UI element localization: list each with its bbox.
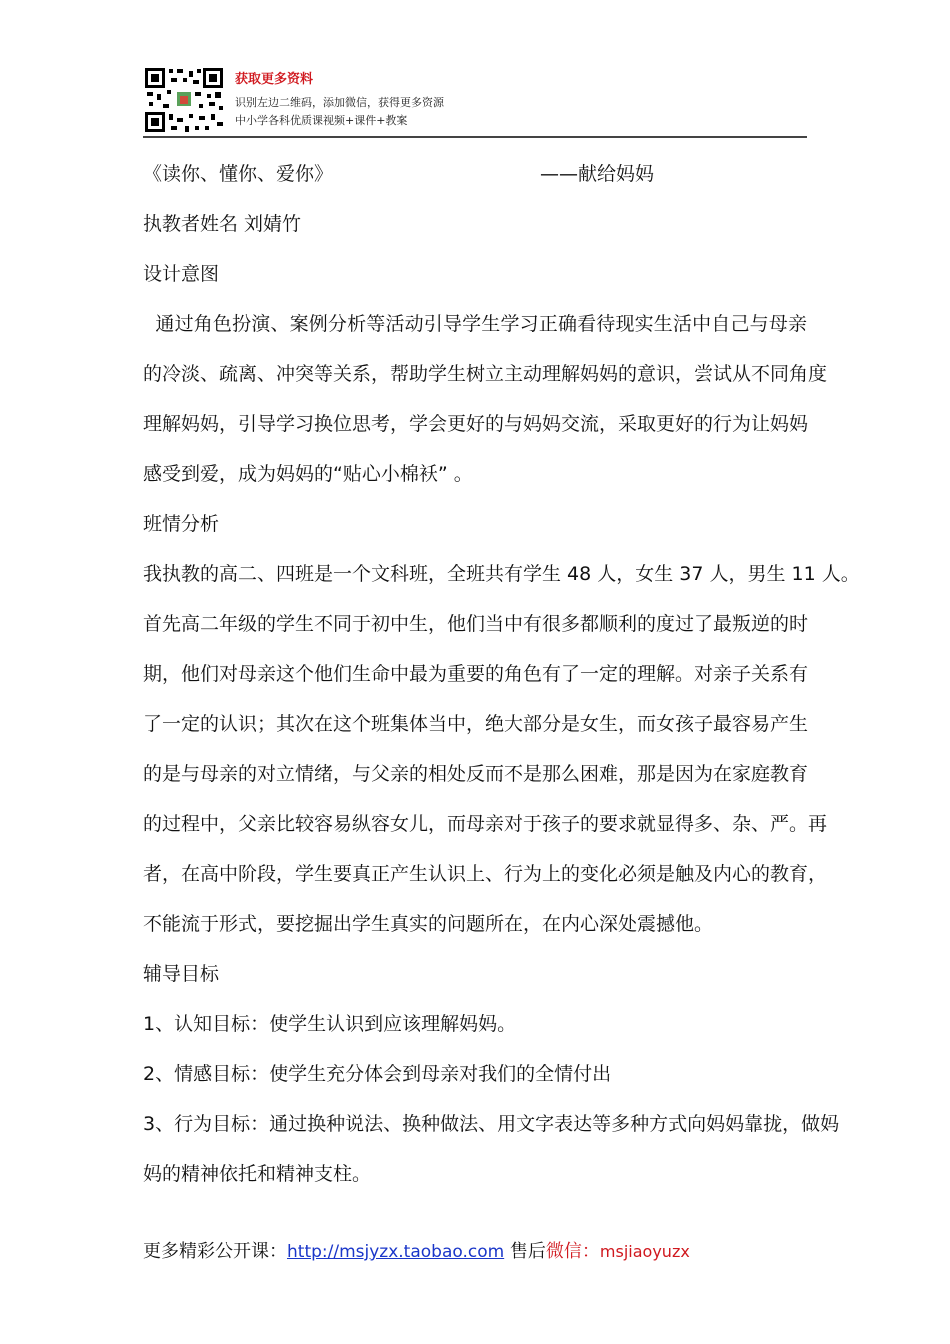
goal-item: 妈的精神依托和精神支柱。 xyxy=(143,1163,372,1185)
goal-item: 3、行为目标：通过换种说法、换种做法、用文字表达等多种方式向妈妈靠拢，做妈 xyxy=(143,1113,840,1135)
goal-item: 2、情感目标：使学生充分体会到母亲对我们的全情付出 xyxy=(143,1063,612,1085)
footer-wechat-id: msjiaoyuzx xyxy=(599,1242,690,1261)
class-heading: 班情分析 xyxy=(143,513,220,535)
footer-link[interactable]: http://msjyzx.taobao.com xyxy=(287,1242,505,1262)
design-paragraph-line: 感受到爱，成为妈妈的“贴心小棉袄” 。 xyxy=(143,463,473,485)
doc-dedication: ——献给妈妈 xyxy=(540,163,655,185)
class-paragraph-line: 了一定的认识；其次在这个班集体当中，绝大部分是女生，而女孩子最容易产生 xyxy=(143,713,809,735)
design-paragraph-line: 理解妈妈，引导学习换位思考，学会更好的与妈妈交流，采取更好的行为让妈妈 xyxy=(143,413,809,435)
header-banner xyxy=(143,64,807,138)
class-paragraph-line: 者，在高中阶段，学生要真正产生认识上、行为上的变化必须是触及内心的教育， xyxy=(143,863,828,885)
design-paragraph-line: 通过角色扮演、案例分析等活动引导学生学习正确看待现实生活中自己与母亲 xyxy=(143,313,807,335)
footer xyxy=(143,1240,690,1264)
design-paragraph-line: 的冷淡、疏离、冲突等关系，帮助学生树立主动理解妈妈的意识，尝试从不同角度 xyxy=(143,363,828,385)
header-subtitle-1: 识别左边二维码，添加微信，获得更多资源 xyxy=(235,96,444,109)
class-paragraph-line: 的过程中，父亲比较容易纵容女儿，而母亲对于孩子的要求就显得多、杂、严。再 xyxy=(143,813,828,835)
footer-wechat-label: 微信： xyxy=(545,1241,600,1262)
class-paragraph-line: 我执教的高二、四班是一个文科班，全班共有学生 48 人，女生 37 人，男生 11 人。 xyxy=(143,563,860,585)
footer-label: 更多精彩公开课： xyxy=(143,1241,287,1262)
class-paragraph-line: 期，他们对母亲这个他们生命中最为重要的角色有了一定的理解。对亲子关系有 xyxy=(143,663,809,685)
header-subtitle-2: 中小学各科优质课视频+课件+教案 xyxy=(235,114,408,127)
teacher-name: 执教者姓名 刘婧竹 xyxy=(143,213,302,235)
class-paragraph-line: 不能流于形式，要挖掘出学生真实的问题所在，在内心深处震撼他。 xyxy=(143,913,714,935)
goal-item: 1、认知目标：使学生认识到应该理解妈妈。 xyxy=(143,1013,517,1035)
class-paragraph-line: 首先高二年级的学生不同于初中生，他们当中有很多都顺利的度过了最叛逆的时 xyxy=(143,613,809,635)
qr-code-icon xyxy=(143,66,225,134)
header-title: 获取更多资料 xyxy=(235,72,314,87)
footer-after-sales: 售后 xyxy=(504,1241,546,1262)
doc-title: 《读你、懂你、爱你》 xyxy=(143,163,334,185)
design-heading: 设计意图 xyxy=(143,263,220,285)
class-paragraph-line: 的是与母亲的对立情绪，与父亲的相处反而不是那么困难，那是因为在家庭教育 xyxy=(143,763,809,785)
goal-heading: 辅导目标 xyxy=(143,963,220,985)
